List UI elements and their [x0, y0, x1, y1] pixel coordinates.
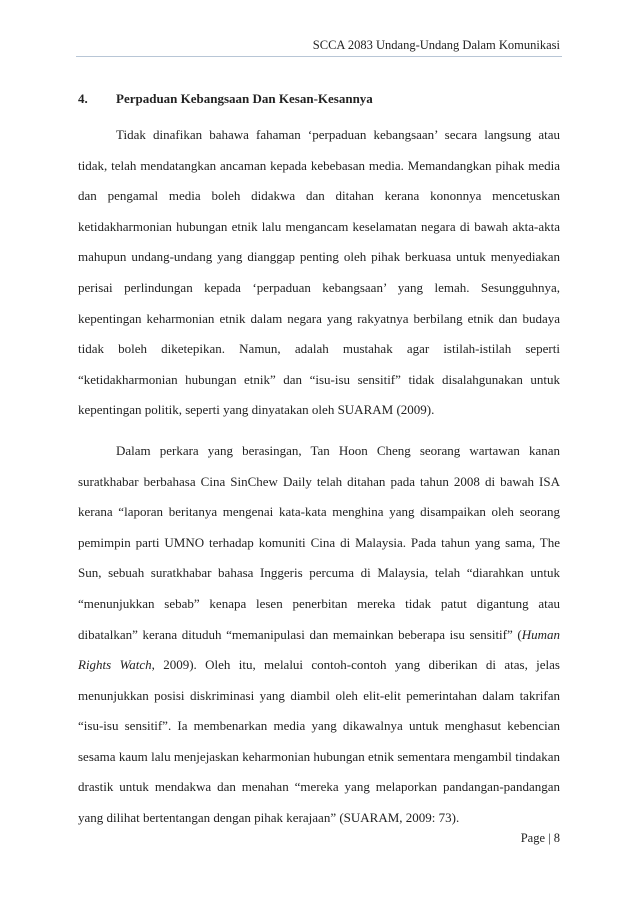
section-title: Perpaduan Kebangsaan Dan Kesan-Kesannya [116, 91, 373, 106]
paragraph-2-text-a: Dalam perkara yang berasingan, Tan Hoon Cheng seorang wartawan kanan suratkhabar berbahasa Cina SinChew Daily telah ditahan pada tahun 2008 di bawah ISA kerana “laporan beritanya mengenai kata-kata menghina yang disampaikan oleh seorang pemimpin parti UMNO terhadap komuniti Cina di Malaysia. Pada tahun yang sama, The Sun, sebuah suratkhabar bahasa Inggeris percuma di Malaysia, telah “diarahkan untuk “menunjukkan sebab” kenapa lesen penerbitan mereka tidak patut digantung atau dibatalkan” kerana dituduh “memanipulasi dan memainkan beberapa isu sensitif” ( [78, 442, 560, 642]
paragraph-2-text-b: , 2009). Oleh itu, melalui contoh-contoh yang diberikan di atas, jelas menunjukkan posisi diskriminasi yang diambil oleh elit-elit pemerintahan dalam takrifan “isu-isu sensitif”. Ia membenarkan media yang dikawalnya untuk menghasut kebencian sesama kaum lalu menjejaskan keharmonian hubungan etnik sementara mengambil tindakan drastik untuk mendakwa dan menahan “mereka yang melaporkan pandangan-pandangan yang dilihat bertentangan dengan pihak kerajaan” (SUARAM, 2009: 73). [78, 657, 560, 826]
body-text [78, 120, 560, 844]
section-heading [78, 91, 373, 107]
paragraph-1: Tidak dinafikan bahawa fahaman ‘perpaduan kebangsaan’ secara langsung atau tidak, telah mendatangkan ancaman kepada kebebasan media. Memandangkan pihak media dan pengamal media boleh didakwa dan ditahan kerana kononnya mencetuskan ketidakharmonian hubungan etnik lalu mengancam keselamatan negara di bawah akta-akta mahupun undang-undang yang dianggap penting oleh pihak berkuasa untuk menyediakan perisai perlindungan kepada ‘perpaduan kebangsaan’ yang lemah. Sesungguhnya, kepentingan keharmonian etnik dalam negara yang rakyatnya berbilang etnik dan budaya tidak boleh diketepikan. Namun, adalah mustahak agar istilah-istilah seperti “ketidakharmonian hubungan etnik” dan “isu-isu sensitif” tidak disalahgunakan untuk kepentingan politik, seperti yang dinyatakan oleh SUARAM (2009). [78, 127, 560, 418]
section-number: 4. [78, 91, 88, 106]
header-divider [76, 56, 562, 57]
running-header: SCCA 2083 Undang-Undang Dalam Komunikasi [312, 38, 560, 52]
citation-italic: Human Rights Watch [78, 626, 560, 673]
page-number: Page | 8 [520, 831, 560, 845]
paragraph-2 [78, 436, 560, 834]
